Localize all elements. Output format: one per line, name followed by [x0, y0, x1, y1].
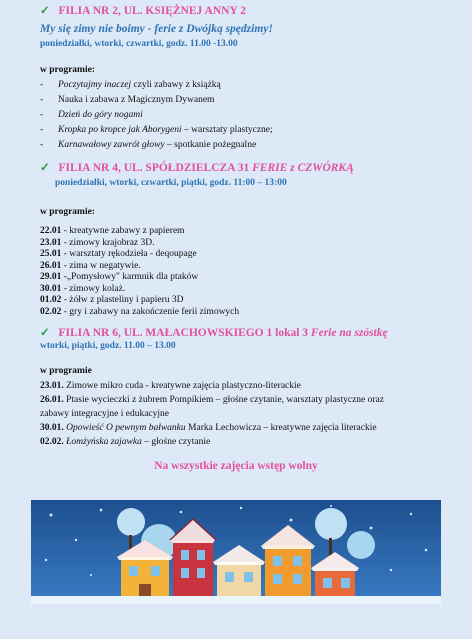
- filia4-heading: [40, 160, 354, 174]
- item-italic: Opowieść O pewnym bałwanku: [63, 423, 186, 433]
- free-entry-note: Na wszystkie zajęcia wstęp wolny: [154, 460, 318, 472]
- list-item: [58, 80, 221, 90]
- list-item: [40, 261, 141, 271]
- check-icon: ✓: [40, 5, 50, 17]
- item-text: -„Pomysłowy" karmnik dla ptaków: [61, 272, 199, 282]
- item-text: - gry i zabawy na zakończenie ferii zimowych: [61, 306, 240, 317]
- list-item: [40, 381, 301, 391]
- item-text: – warsztaty plastyczne;: [181, 125, 273, 135]
- filia4-program-label: w programie:: [40, 207, 95, 217]
- item-text: – spotkanie pożegnalne: [164, 140, 257, 150]
- list-item: [40, 295, 184, 305]
- list-dash: -: [40, 95, 44, 105]
- list-dash: -: [40, 110, 44, 120]
- item-text: Nauka i zabawa z Magicznym Dywanem: [58, 95, 215, 105]
- filia6-subtitle: Ferie na szóstkę: [310, 327, 388, 339]
- filia2-days: poniedziałki, wtorki, czwartki, godz. 11.00 -13.00: [40, 39, 238, 49]
- filia2-program-label: w programie:: [40, 65, 95, 75]
- filia2-title: FILIA NR 2, UL. KSIĘŻNEJ ANNY 2: [58, 5, 246, 17]
- item-text: - zima w negatywie.: [61, 260, 141, 271]
- item-date: 02.02: [40, 306, 62, 317]
- item-date: 23.01.: [40, 381, 64, 391]
- item-date: 26.01.: [40, 395, 64, 405]
- winter-houses-illustration: [31, 500, 441, 604]
- filia2-heading: [40, 3, 246, 17]
- list-dash: -: [40, 140, 44, 150]
- list-item: [40, 409, 169, 419]
- item-text: - żółw z plasteliny i papieru 3D: [61, 295, 184, 305]
- item-date: 29.01: [40, 272, 62, 282]
- list-item: [58, 125, 273, 135]
- item-italic: Łomżyńska zajawka: [63, 437, 142, 447]
- list-dash: -: [40, 80, 44, 90]
- list-item: [40, 423, 377, 433]
- item-italic: Dzień do góry nogami: [58, 110, 143, 120]
- item-date: 25.01: [40, 249, 62, 259]
- list-item: [58, 140, 256, 150]
- filia6-days: wtorki, piątki, godz. 11.00 – 13.00: [40, 341, 176, 351]
- item-date: 23.01: [40, 237, 62, 248]
- list-item: [58, 110, 143, 120]
- list-item: [40, 272, 198, 282]
- item-date: 26.01: [40, 260, 62, 271]
- item-date: 02.02.: [40, 437, 64, 447]
- item-text: Marka Lechowicza – kreatywne zajęcia literackie: [185, 423, 377, 433]
- filia6-heading: [40, 325, 388, 339]
- item-italic: Poczytajmy inaczej: [58, 80, 132, 90]
- item-text: - warsztaty rękodzieła - deqoupage: [61, 249, 197, 259]
- item-text: – głośne czytanie: [141, 437, 211, 447]
- list-item: [40, 307, 239, 317]
- list-item: [40, 395, 384, 405]
- item-date: 30.01.: [40, 423, 64, 433]
- check-icon: ✓: [40, 162, 50, 174]
- item-date: 30.01: [40, 283, 62, 294]
- filia4-title: FILIA NR 4, UL. SPÓŁDZIELCZA 31: [58, 162, 250, 174]
- winter-houses-icon: [31, 500, 441, 604]
- list-dash: -: [40, 125, 44, 135]
- list-item: [40, 226, 185, 236]
- list-item: [40, 238, 155, 248]
- item-text: - zimowy kolaż.: [61, 283, 126, 294]
- item-text: Zimowe mikro cuda - kreatywne zajęcia plastyczno-literackie: [63, 381, 301, 391]
- item-text: czyli zabawy z książką: [131, 80, 221, 90]
- item-text: Ptasie wycieczki z żubrem Pompikiem – głośne czytanie, warsztaty plastyczne oraz: [63, 395, 384, 405]
- filia6-program-label: w programie: [40, 366, 92, 376]
- list-item: [40, 249, 197, 259]
- filia4-subtitle: FERIE z CZWÓRKĄ: [252, 162, 354, 174]
- list-item: [40, 437, 210, 447]
- check-icon: ✓: [40, 327, 50, 339]
- item-date: 01.02: [40, 295, 62, 305]
- list-item: [58, 95, 214, 105]
- item-italic: Kropka po kropce jak Aborygeni: [58, 125, 182, 135]
- item-date: 22.01: [40, 226, 62, 236]
- item-text: - zimowy krajobraz 3D.: [61, 237, 155, 248]
- filia6-title: FILIA NR 6, UL. MAŁACHOWSKIEGO 1 lokal 3: [58, 327, 309, 339]
- filia4-days: poniedziałki, wtorki, czwartki, piątki, godz. 11:00 – 13:00: [55, 178, 287, 188]
- list-item: [40, 284, 125, 294]
- item-text: - kreatywne zabawy z papierem: [61, 226, 185, 236]
- item-italic: Karnawałowy zawrót głowy: [58, 140, 165, 150]
- item-text: zabawy integracyjne i edukacyjne: [40, 409, 169, 419]
- filia2-slogan: My się zimy nie boimy - ferie z Dwójką spędzimy!: [40, 23, 273, 35]
